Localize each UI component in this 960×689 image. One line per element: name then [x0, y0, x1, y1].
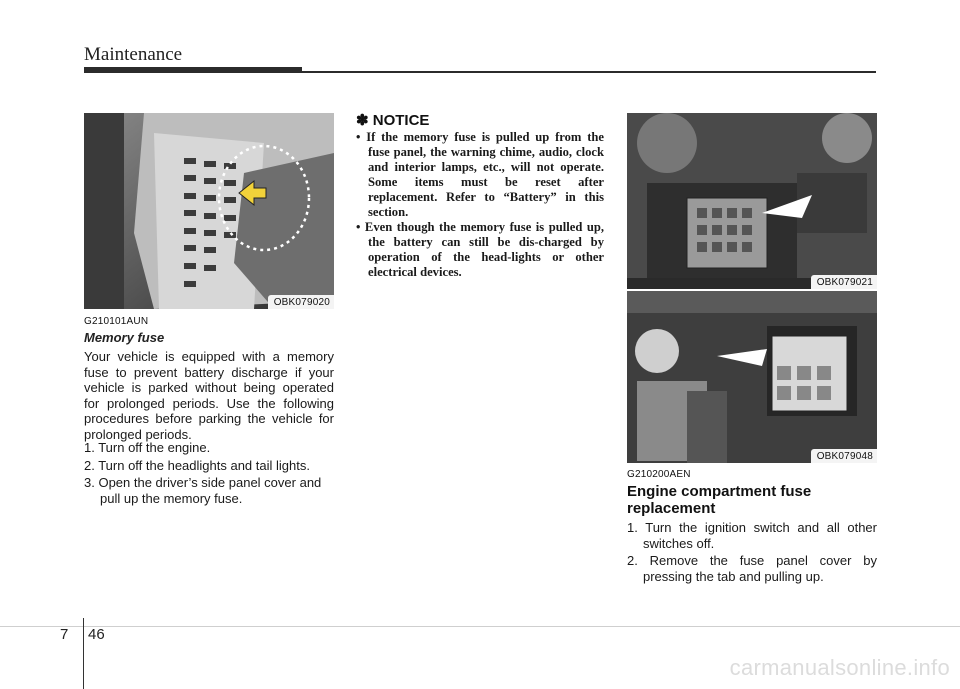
header-rule-thin [302, 71, 876, 73]
photo-label: OBK079020 [268, 295, 334, 309]
footer-rule [0, 626, 960, 627]
battery-fuse-photo [627, 291, 877, 463]
header-rule-thick [84, 67, 302, 73]
memory-fuse-photo [84, 113, 334, 309]
battery-area-illustration [627, 291, 877, 463]
step-item: 1. Turn off the engine. [84, 440, 211, 455]
photo-label: OBK079048 [811, 449, 877, 463]
photo-label: OBK079021 [811, 275, 877, 289]
notice-heading [356, 111, 429, 129]
section-code: G210200AEN [627, 469, 691, 480]
step-item: 1. Turn the ignition switch and all other switches off. [627, 520, 877, 551]
notice-item: • Even though the memory fuse is pulled up, the battery can still be dis-charged by operation of the head-lights or other electrical devices. [356, 220, 604, 279]
notice-title: NOTICE [372, 112, 430, 129]
section-code: G210101AUN [84, 316, 149, 327]
watermark: carmanualsonline.info [729, 655, 950, 680]
page-header-title: Maintenance [84, 44, 183, 65]
engine-fuse-heading: Engine compartment fuse replacement [627, 483, 812, 517]
engine-bay-illustration [627, 113, 877, 289]
memory-fuse-steps [84, 440, 334, 508]
page-number: 46 [88, 626, 105, 643]
step-item: 2. Remove the fuse panel cover by pressing the tab and pulling up. [627, 553, 877, 584]
memory-fuse-illustration [84, 113, 334, 309]
footer-divider [83, 618, 84, 689]
notice-list [356, 130, 604, 280]
memory-fuse-paragraph: Your vehicle is equipped with a memory fuse to prevent battery discharge if your vehicle is parked without being operated for prolonged periods. Use the following procedures before parking the vehicle for prolonged periods. [84, 349, 334, 442]
chapter-number: 7 [60, 626, 69, 643]
memory-fuse-subheading: Memory fuse [84, 330, 165, 345]
engine-fuse-panel-photo [627, 113, 877, 289]
engine-fuse-steps [627, 520, 877, 586]
notice-symbol-icon: ✽ [356, 112, 369, 129]
step-item: 3. Open the driver’s side panel cover and pull up the memory fuse. [84, 475, 322, 506]
notice-item: • If the memory fuse is pulled up from the fuse panel, the warning chime, audio, clock and interior lamps, etc., will not operate. Some items must be reset after replacement. Refer to “Battery” in this section. [356, 130, 604, 219]
step-item: 2. Turn off the headlights and tail lights. [84, 457, 310, 473]
